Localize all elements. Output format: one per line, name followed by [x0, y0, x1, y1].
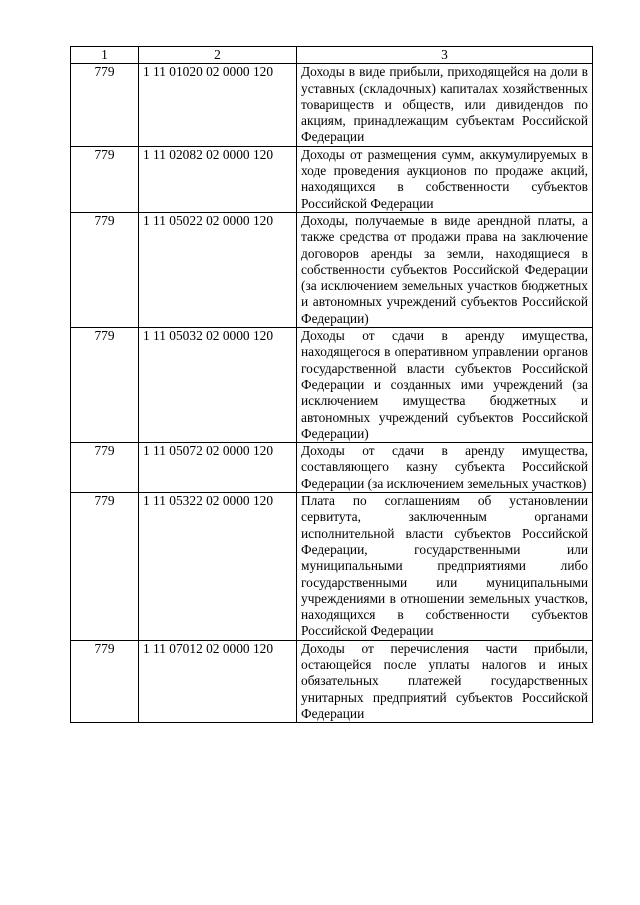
kbk-code-cell: 1 11 07012 02 0000 120	[139, 640, 297, 722]
column-header-1: 1	[71, 47, 139, 64]
admin-code-cell: 779	[71, 640, 139, 722]
kbk-code-cell: 1 11 05322 02 0000 120	[139, 493, 297, 641]
table-row	[71, 212, 593, 327]
table-body	[71, 64, 593, 723]
table-row	[71, 443, 593, 493]
admin-code-cell: 779	[71, 212, 139, 327]
admin-code-cell: 779	[71, 146, 139, 212]
description-cell: Доходы, получаемые в виде арендной платы, а также средства от продажи права на заключение договоров аренды за земли, находящиеся в собственности субъектов Российской Федерации (за исключением земельных участков бюджетных и автономных учреждений субъектов Российской Федерации)	[297, 212, 593, 327]
description-cell: Доходы от сдачи в аренду имущества, составляющего казну субъекта Российской Федерации (за исключением земельных участков)	[297, 443, 593, 493]
kbk-code-cell: 1 11 01020 02 0000 120	[139, 64, 297, 146]
table-header	[71, 47, 593, 64]
admin-code-cell: 779	[71, 493, 139, 641]
admin-code-cell: 779	[71, 64, 139, 146]
kbk-code-cell: 1 11 05072 02 0000 120	[139, 443, 297, 493]
table-row	[71, 146, 593, 212]
description-cell: Плата по соглашениям об установлении сервитута, заключенным органами исполнительной власти субъектов Российской Федерации, государственными или муниципальными предприятиями либо государственными или муниципальными учреждениями в отношении земельных участков, находящихся в собственности субъектов Российской Федерации	[297, 493, 593, 641]
description-cell: Доходы от размещения сумм, аккумулируемых в ходе проведения аукционов по продаже акций, находящихся в собственности субъектов Российской Федерации	[297, 146, 593, 212]
column-header-3: 3	[297, 47, 593, 64]
table-row	[71, 64, 593, 146]
admin-code-cell: 779	[71, 328, 139, 443]
column-header-2: 2	[139, 47, 297, 64]
table-row	[71, 328, 593, 443]
revenue-codes-table	[70, 46, 593, 723]
header-row	[71, 47, 593, 64]
table-row	[71, 640, 593, 722]
description-cell: Доходы от перечисления части прибыли, остающейся после уплаты налогов и иных обязательных платежей государственных унитарных предприятий субъектов Российской Федерации	[297, 640, 593, 722]
admin-code-cell: 779	[71, 443, 139, 493]
description-cell: Доходы в виде прибыли, приходящейся на доли в уставных (складочных) капиталах хозяйственных товариществ и обществ, или дивидендов по акциям, принадлежащим субъектам Российской Федерации	[297, 64, 593, 146]
table-row	[71, 493, 593, 641]
kbk-code-cell: 1 11 05022 02 0000 120	[139, 212, 297, 327]
kbk-code-cell: 1 11 02082 02 0000 120	[139, 146, 297, 212]
kbk-code-cell: 1 11 05032 02 0000 120	[139, 328, 297, 443]
description-cell: Доходы от сдачи в аренду имущества, находящегося в оперативном управлении органов государственной власти субъектов Российской Федерации и созданных ими учреждений (за исключением имущества бюджетных и автономных учреждений субъектов Российской Федерации)	[297, 328, 593, 443]
